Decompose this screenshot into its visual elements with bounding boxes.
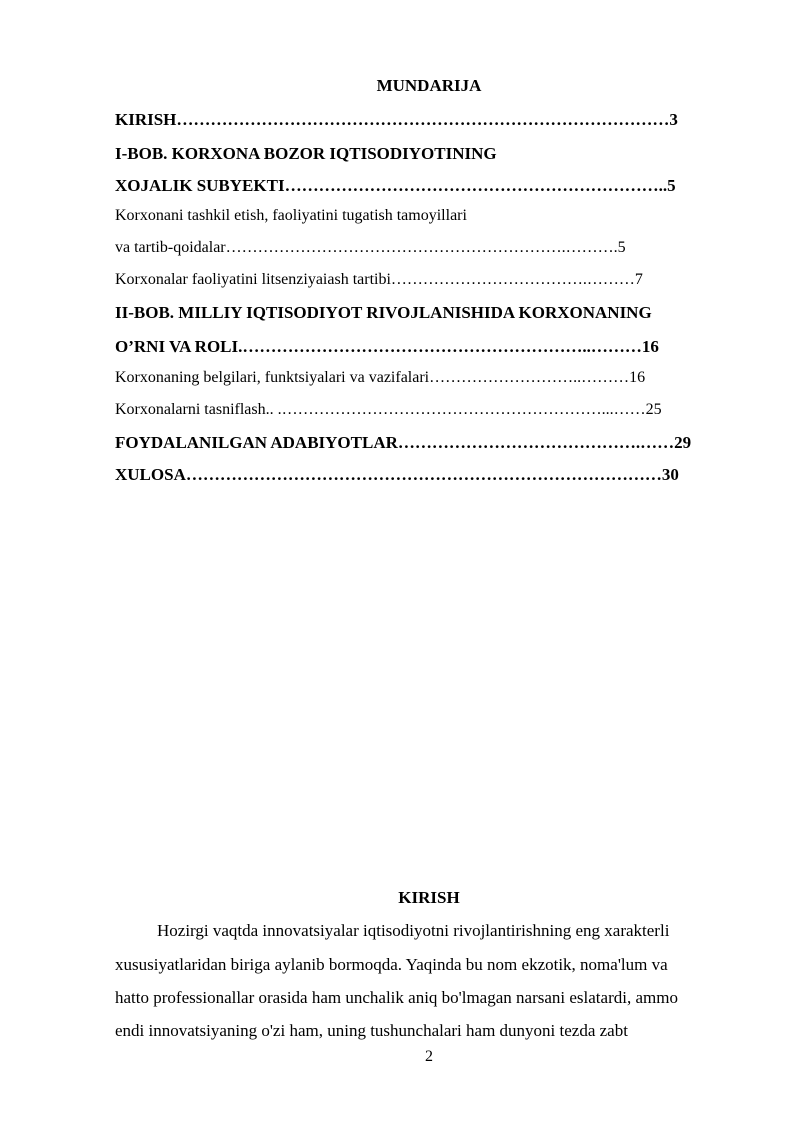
section-title: KIRISH	[398, 888, 460, 907]
paragraph-line: hatto professionallar orasida ham unchalik aniq bo'lmagan narsani eslatardi, ammo	[115, 988, 678, 1007]
toc-entry-chapter-1-line-1: I-BOB. KORXONA BOZOR IQTISODIYOTINING	[115, 144, 497, 163]
toc-entry-chapter-2-line-1: II-BOB. MILLIY IQTISODIYOT RIVOJLANISHIDA KORXONANING	[115, 303, 652, 322]
toc-entry-kirish: KIRISH……………………………………………………………………………3	[115, 110, 678, 129]
toc-entry-references: FOYDALANILGAN ADABIYOTLAR…………………………………….……29	[115, 433, 692, 452]
paragraph-line	[115, 914, 740, 947]
toc-entry-section-1-1-line-2: va tartib-qoidalar……………………………………………………….……….5	[115, 239, 626, 256]
paragraph-line-text: Hozirgi vaqtda innovatsiyalar iqtisodiyotni rivojlantirishning eng xarakterli	[157, 921, 670, 940]
toc-entry-section-1-1-line-1: Korxonani tashkil etish, faoliyatini tugatish tamoyillari	[115, 207, 467, 224]
toc-entry-section-2-1: Korxonaning belgilari, funktsiyalari va vazifalari………………………..………16	[115, 369, 646, 386]
toc-entry-section-2-2: Korxonalarni tasniflash.. .……………………………………………………...……25	[115, 401, 662, 418]
paragraph-line: xususiyatlaridan biriga aylanib bormoqda. Yaqinda bu nom ekzotik, noma'lum va	[115, 955, 668, 974]
page-number: 2	[425, 1048, 433, 1065]
toc-entry-chapter-2-line-2: O’RNI VA ROLI.……………………………………………………..………16	[115, 337, 659, 356]
paragraph-line: endi innovatsiyaning o'zi ham, uning tushunchalari ham dunyoni tezda zabt	[115, 1021, 628, 1040]
toc-title: MUNDARIJA	[376, 76, 482, 95]
toc-entry-section-1-2: Korxonalar faoliyatini litsenziyaiash tartibi……………………………….………7	[115, 271, 643, 288]
toc-entry-conclusion: XULOSA…………………………………………………………………………30	[115, 465, 679, 484]
toc-entry-chapter-1-line-2: XOJALIK SUBYEKTI…………………………………………………………..5	[115, 176, 676, 195]
